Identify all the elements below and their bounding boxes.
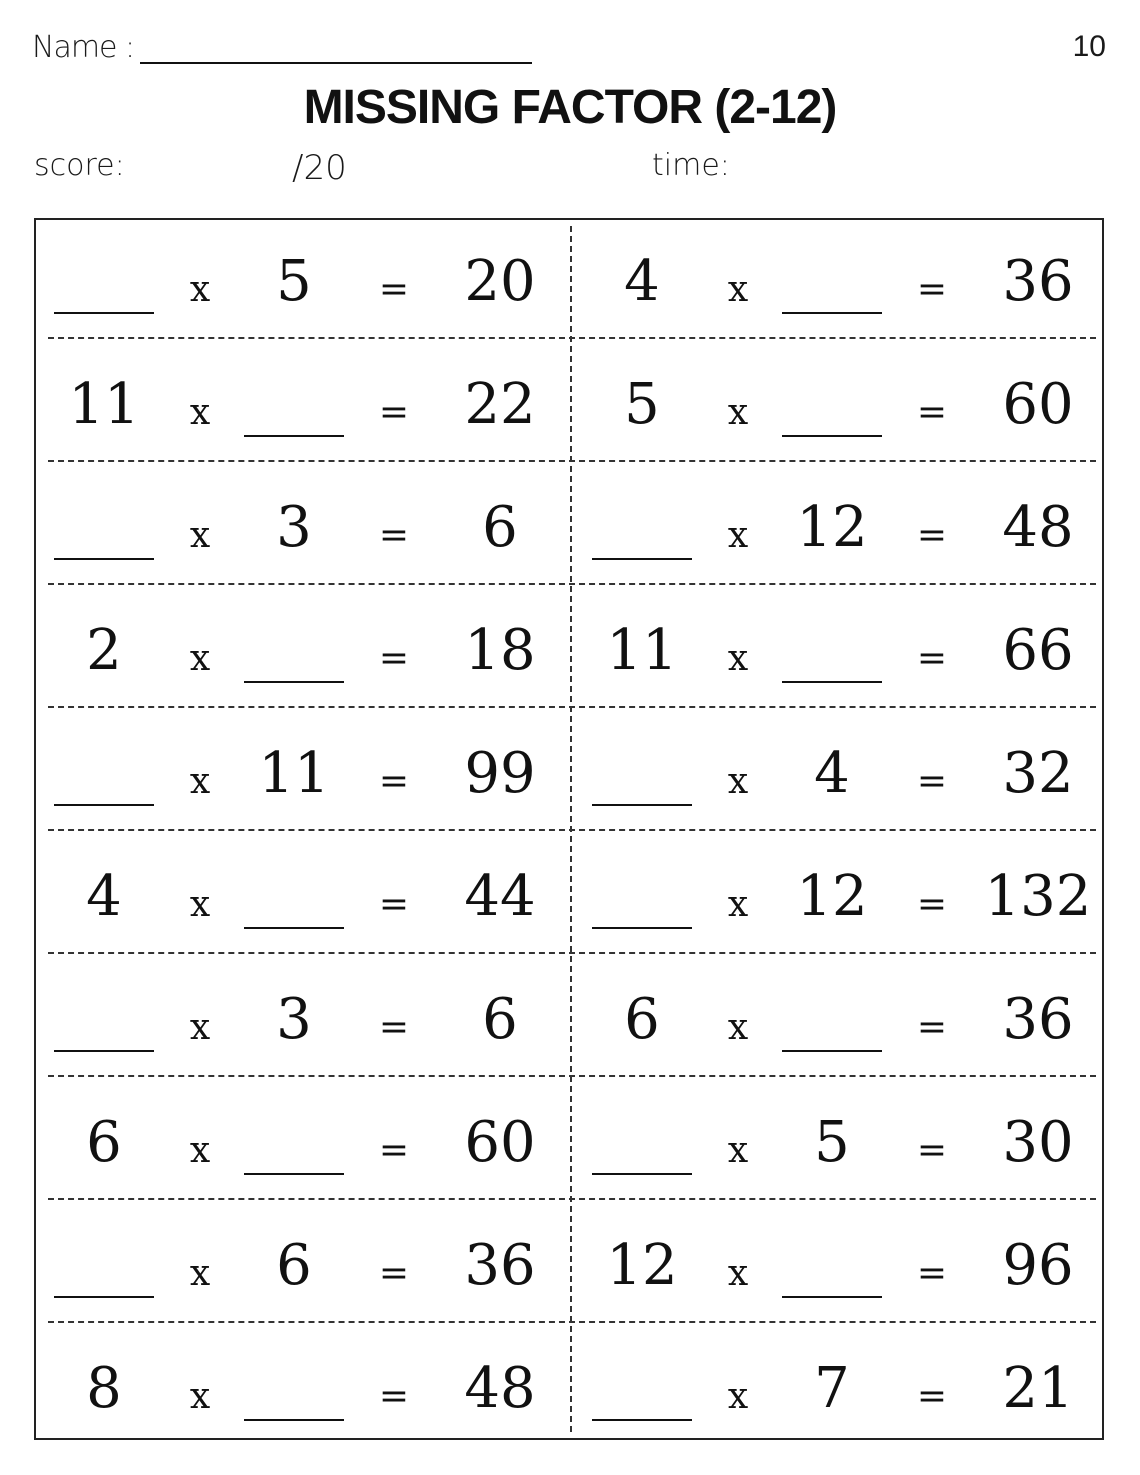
problem-grid	[34, 218, 1104, 1440]
problem-row	[36, 835, 1102, 958]
product-value: 36	[1002, 987, 1074, 1052]
equals-sign: =	[378, 1130, 410, 1171]
equals-sign: =	[916, 884, 948, 925]
row-separator	[48, 337, 1096, 339]
equals-sign: =	[916, 638, 948, 679]
name-field[interactable]	[140, 62, 532, 64]
times-sign: x	[727, 761, 749, 802]
equals-sign: =	[378, 1376, 410, 1417]
problem-row	[36, 1327, 1102, 1450]
equals-sign: =	[916, 1253, 948, 1294]
row-separator	[48, 583, 1096, 585]
row-separator	[48, 1075, 1096, 1077]
product-value: 30	[1002, 1110, 1074, 1175]
problem-row	[36, 220, 1102, 343]
factor-value: 7	[814, 1356, 850, 1421]
equals-sign: =	[378, 392, 410, 433]
product-value: 96	[1002, 1233, 1074, 1298]
answer-blank[interactable]	[54, 1050, 154, 1052]
answer-blank[interactable]	[592, 804, 692, 806]
answer-blank[interactable]	[782, 312, 882, 314]
times-sign: x	[727, 884, 749, 925]
times-sign: x	[727, 1376, 749, 1417]
product-value: 36	[1002, 249, 1074, 314]
equals-sign: =	[378, 761, 410, 802]
factor-value: 2	[86, 618, 122, 683]
times-sign: x	[189, 638, 211, 679]
answer-blank[interactable]	[782, 1296, 882, 1298]
answer-blank[interactable]	[592, 558, 692, 560]
times-sign: x	[189, 515, 211, 556]
times-sign: x	[189, 884, 211, 925]
product-value: 60	[1002, 372, 1074, 437]
product-value: 36	[464, 1233, 536, 1298]
times-sign: x	[189, 1376, 211, 1417]
product-value: 48	[1002, 495, 1074, 560]
answer-blank[interactable]	[54, 312, 154, 314]
times-sign: x	[727, 269, 749, 310]
equals-sign: =	[916, 269, 948, 310]
product-value: 21	[1002, 1356, 1074, 1421]
answer-blank[interactable]	[244, 927, 344, 929]
answer-blank[interactable]	[592, 927, 692, 929]
page-title: MISSING FACTOR (2-12)	[303, 81, 837, 134]
score-label: score:	[34, 148, 125, 183]
answer-blank[interactable]	[54, 1296, 154, 1298]
answer-blank[interactable]	[782, 1050, 882, 1052]
answer-blank[interactable]	[782, 681, 882, 683]
answer-blank[interactable]	[54, 558, 154, 560]
row-separator	[48, 829, 1096, 831]
factor-value: 3	[276, 495, 312, 560]
equals-sign: =	[916, 1376, 948, 1417]
row-separator	[48, 706, 1096, 708]
factor-value: 3	[276, 987, 312, 1052]
times-sign: x	[189, 269, 211, 310]
equals-sign: =	[916, 761, 948, 802]
equals-sign: =	[378, 1253, 410, 1294]
product-value: 32	[1002, 741, 1074, 806]
factor-value: 5	[624, 372, 660, 437]
problem-row	[36, 1081, 1102, 1204]
answer-blank[interactable]	[54, 804, 154, 806]
product-value: 60	[464, 1110, 536, 1175]
factor-value: 6	[86, 1110, 122, 1175]
factor-value: 4	[86, 864, 122, 929]
factor-value: 4	[814, 741, 850, 806]
product-value: 20	[464, 249, 536, 314]
factor-value: 5	[276, 249, 312, 314]
times-sign: x	[727, 1130, 749, 1171]
answer-blank[interactable]	[244, 1173, 344, 1175]
product-value: 66	[1002, 618, 1074, 683]
factor-value: 5	[814, 1110, 850, 1175]
equals-sign: =	[378, 269, 410, 310]
time-label: time:	[652, 148, 730, 183]
equals-sign: =	[378, 515, 410, 556]
answer-blank[interactable]	[782, 435, 882, 437]
problem-row	[36, 466, 1102, 589]
times-sign: x	[727, 1253, 749, 1294]
factor-value: 11	[68, 372, 140, 437]
row-separator	[48, 460, 1096, 462]
product-value: 99	[464, 741, 536, 806]
problem-row	[36, 712, 1102, 835]
times-sign: x	[727, 392, 749, 433]
product-value: 6	[482, 495, 518, 560]
answer-blank[interactable]	[244, 435, 344, 437]
name-label: Name :	[32, 30, 135, 65]
score-total: /20	[292, 148, 347, 188]
product-value: 48	[464, 1356, 536, 1421]
times-sign: x	[189, 392, 211, 433]
answer-blank[interactable]	[592, 1173, 692, 1175]
equals-sign: =	[916, 392, 948, 433]
factor-value: 12	[606, 1233, 678, 1298]
equals-sign: =	[378, 1007, 410, 1048]
equals-sign: =	[916, 515, 948, 556]
row-separator	[48, 1198, 1096, 1200]
factor-value: 8	[86, 1356, 122, 1421]
product-value: 6	[482, 987, 518, 1052]
equals-sign: =	[378, 884, 410, 925]
product-value: 132	[984, 864, 1092, 929]
times-sign: x	[727, 515, 749, 556]
problem-row	[36, 343, 1102, 466]
equals-sign: =	[378, 638, 410, 679]
product-value: 22	[464, 372, 536, 437]
problem-row	[36, 958, 1102, 1081]
times-sign: x	[727, 638, 749, 679]
page-number: 10	[1072, 30, 1106, 63]
answer-blank[interactable]	[244, 1419, 344, 1421]
problem-row	[36, 589, 1102, 712]
row-separator	[48, 952, 1096, 954]
times-sign: x	[189, 1007, 211, 1048]
product-value: 44	[464, 864, 536, 929]
times-sign: x	[189, 761, 211, 802]
problem-row	[36, 1204, 1102, 1327]
equals-sign: =	[916, 1130, 948, 1171]
product-value: 18	[464, 618, 536, 683]
times-sign: x	[189, 1253, 211, 1294]
factor-value: 11	[258, 741, 330, 806]
factor-value: 4	[624, 249, 660, 314]
factor-value: 12	[796, 495, 868, 560]
answer-blank[interactable]	[592, 1419, 692, 1421]
factor-value: 11	[606, 618, 678, 683]
equals-sign: =	[916, 1007, 948, 1048]
row-separator	[48, 1321, 1096, 1323]
times-sign: x	[189, 1130, 211, 1171]
answer-blank[interactable]	[244, 681, 344, 683]
factor-value: 6	[624, 987, 660, 1052]
factor-value: 12	[796, 864, 868, 929]
times-sign: x	[727, 1007, 749, 1048]
factor-value: 6	[276, 1233, 312, 1298]
